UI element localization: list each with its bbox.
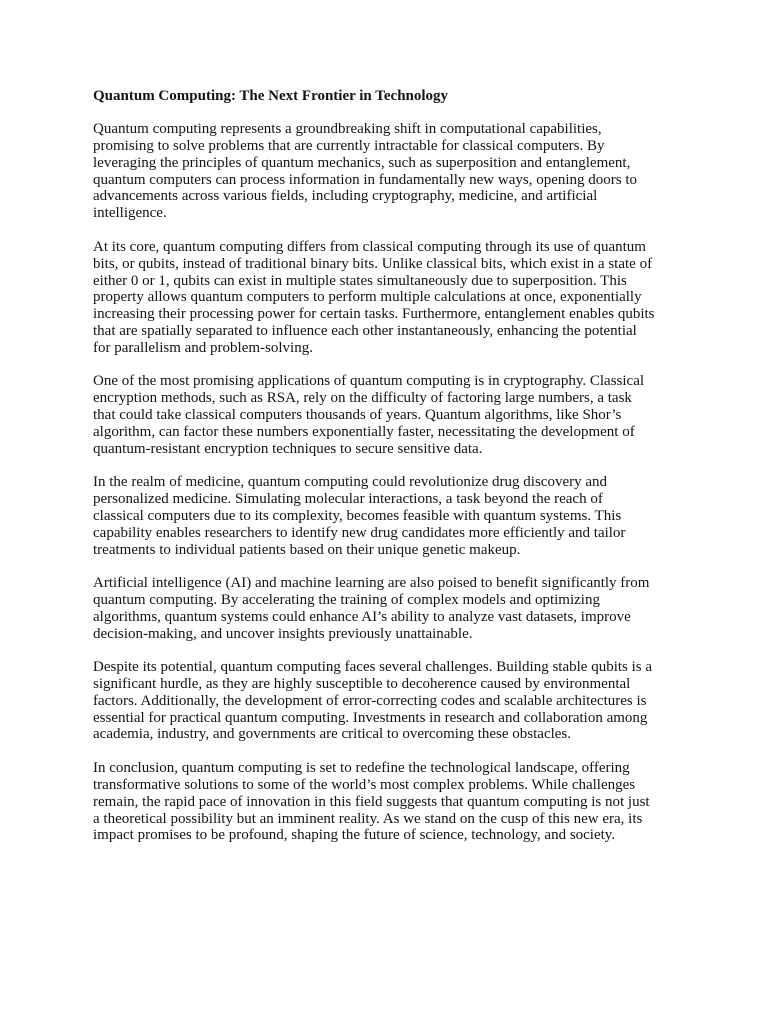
document-body [93, 88, 733, 861]
text-line: Artificial intelligence (AI) and machine learning are also poised to benefit significantly from [93, 575, 650, 592]
text-line: essential for practical quantum computing. Investments in research and collaboration among [93, 709, 648, 726]
text-line: classical computers due to its complexity, becomes feasible with quantum systems. This [93, 507, 622, 524]
text-line: Quantum computing represents a groundbreaking shift in computational capabilities, [93, 121, 602, 138]
text-line: remain, the rapid pace of innovation in this field suggests that quantum computing is not just [93, 793, 650, 810]
text-line: intelligence. [93, 205, 167, 222]
text-line: a theoretical possibility but an imminent reality. As we stand on the cusp of this new era, its [93, 810, 643, 827]
text-line: significant hurdle, as they are highly susceptible to decoherence caused by environmental [93, 676, 631, 693]
text-line: In conclusion, quantum computing is set to redefine the technological landscape, offering [93, 760, 630, 777]
text-line: personalized medicine. Simulating molecular interactions, a task beyond the reach of [93, 491, 603, 508]
text-line: property allows quantum computers to perform multiple calculations at once, exponentially [93, 289, 642, 306]
paragraph-6 [93, 659, 733, 743]
text-line: At its core, quantum computing differs from classical computing through its use of quantum [93, 238, 646, 255]
text-line: leveraging the principles of quantum mechanics, such as superposition and entanglement, [93, 154, 631, 171]
text-line: quantum-resistant encryption techniques to secure sensitive data. [93, 440, 483, 457]
text-line: In the realm of medicine, quantum computing could revolutionize drug discovery and [93, 474, 608, 491]
text-line: One of the most promising applications of quantum computing is in cryptography. Classical [93, 373, 645, 390]
text-line: promising to solve problems that are currently intractable for classical computers. By [93, 138, 605, 155]
text-line: encryption methods, such as RSA, rely on the difficulty of factoring large numbers, a task [93, 390, 632, 407]
text-line: treatments to individual patients based on their unique genetic makeup. [93, 541, 521, 558]
text-line: transformative solutions to some of the world’s most complex problems. While challenges [93, 776, 636, 793]
document-title: Quantum Computing: The Next Frontier in Technology [93, 87, 449, 104]
text-line: increasing their processing power for certain tasks. Furthermore, entanglement enables qubits [93, 306, 655, 323]
text-line: impact promises to be profound, shaping the future of science, technology, and society. [93, 827, 616, 844]
paragraph-5 [93, 575, 733, 642]
text-line: decision-making, and uncover insights previously unattainable. [93, 625, 473, 642]
text-line: bits, or qubits, instead of traditional binary bits. Unlike classical bits, which exist in a state of [93, 255, 653, 272]
paragraph-4 [93, 474, 733, 558]
text-line: Despite its potential, quantum computing faces several challenges. Building stable qubits is a [93, 659, 653, 676]
text-line: algorithm, can factor these numbers exponentially faster, necessitating the development of [93, 423, 635, 440]
text-line: that could take classical computers thousands of years. Quantum algorithms, like Shor’s [93, 407, 622, 424]
paragraph-1 [93, 121, 733, 222]
paragraph-7 [93, 760, 733, 844]
paragraph-2 [93, 239, 733, 357]
text-line: quantum computers can process information in fundamentally new ways, opening doors to [93, 171, 638, 188]
text-line: either 0 or 1, qubits can exist in multiple states simultaneously due to superposition. This [93, 272, 627, 289]
text-line: that are spatially separated to influence each other instantaneously, enhancing the potential [93, 322, 637, 339]
paragraph-3 [93, 373, 733, 457]
text-line: factors. Additionally, the development of error-correcting codes and scalable architectures is [93, 692, 647, 709]
text-line: algorithms, quantum systems could enhance AI’s ability to analyze vast datasets, improve [93, 608, 631, 625]
text-line: capability enables researchers to identify new drug candidates more efficiently and tailor [93, 524, 626, 541]
text-line: for parallelism and problem-solving. [93, 339, 313, 356]
text-line: quantum computing. By accelerating the training of complex models and optimizing [93, 591, 600, 608]
text-line: academia, industry, and governments are critical to overcoming these obstacles. [93, 726, 572, 743]
text-line: advancements across various fields, including cryptography, medicine, and artificial [93, 188, 598, 205]
paragraph-list [93, 121, 733, 844]
